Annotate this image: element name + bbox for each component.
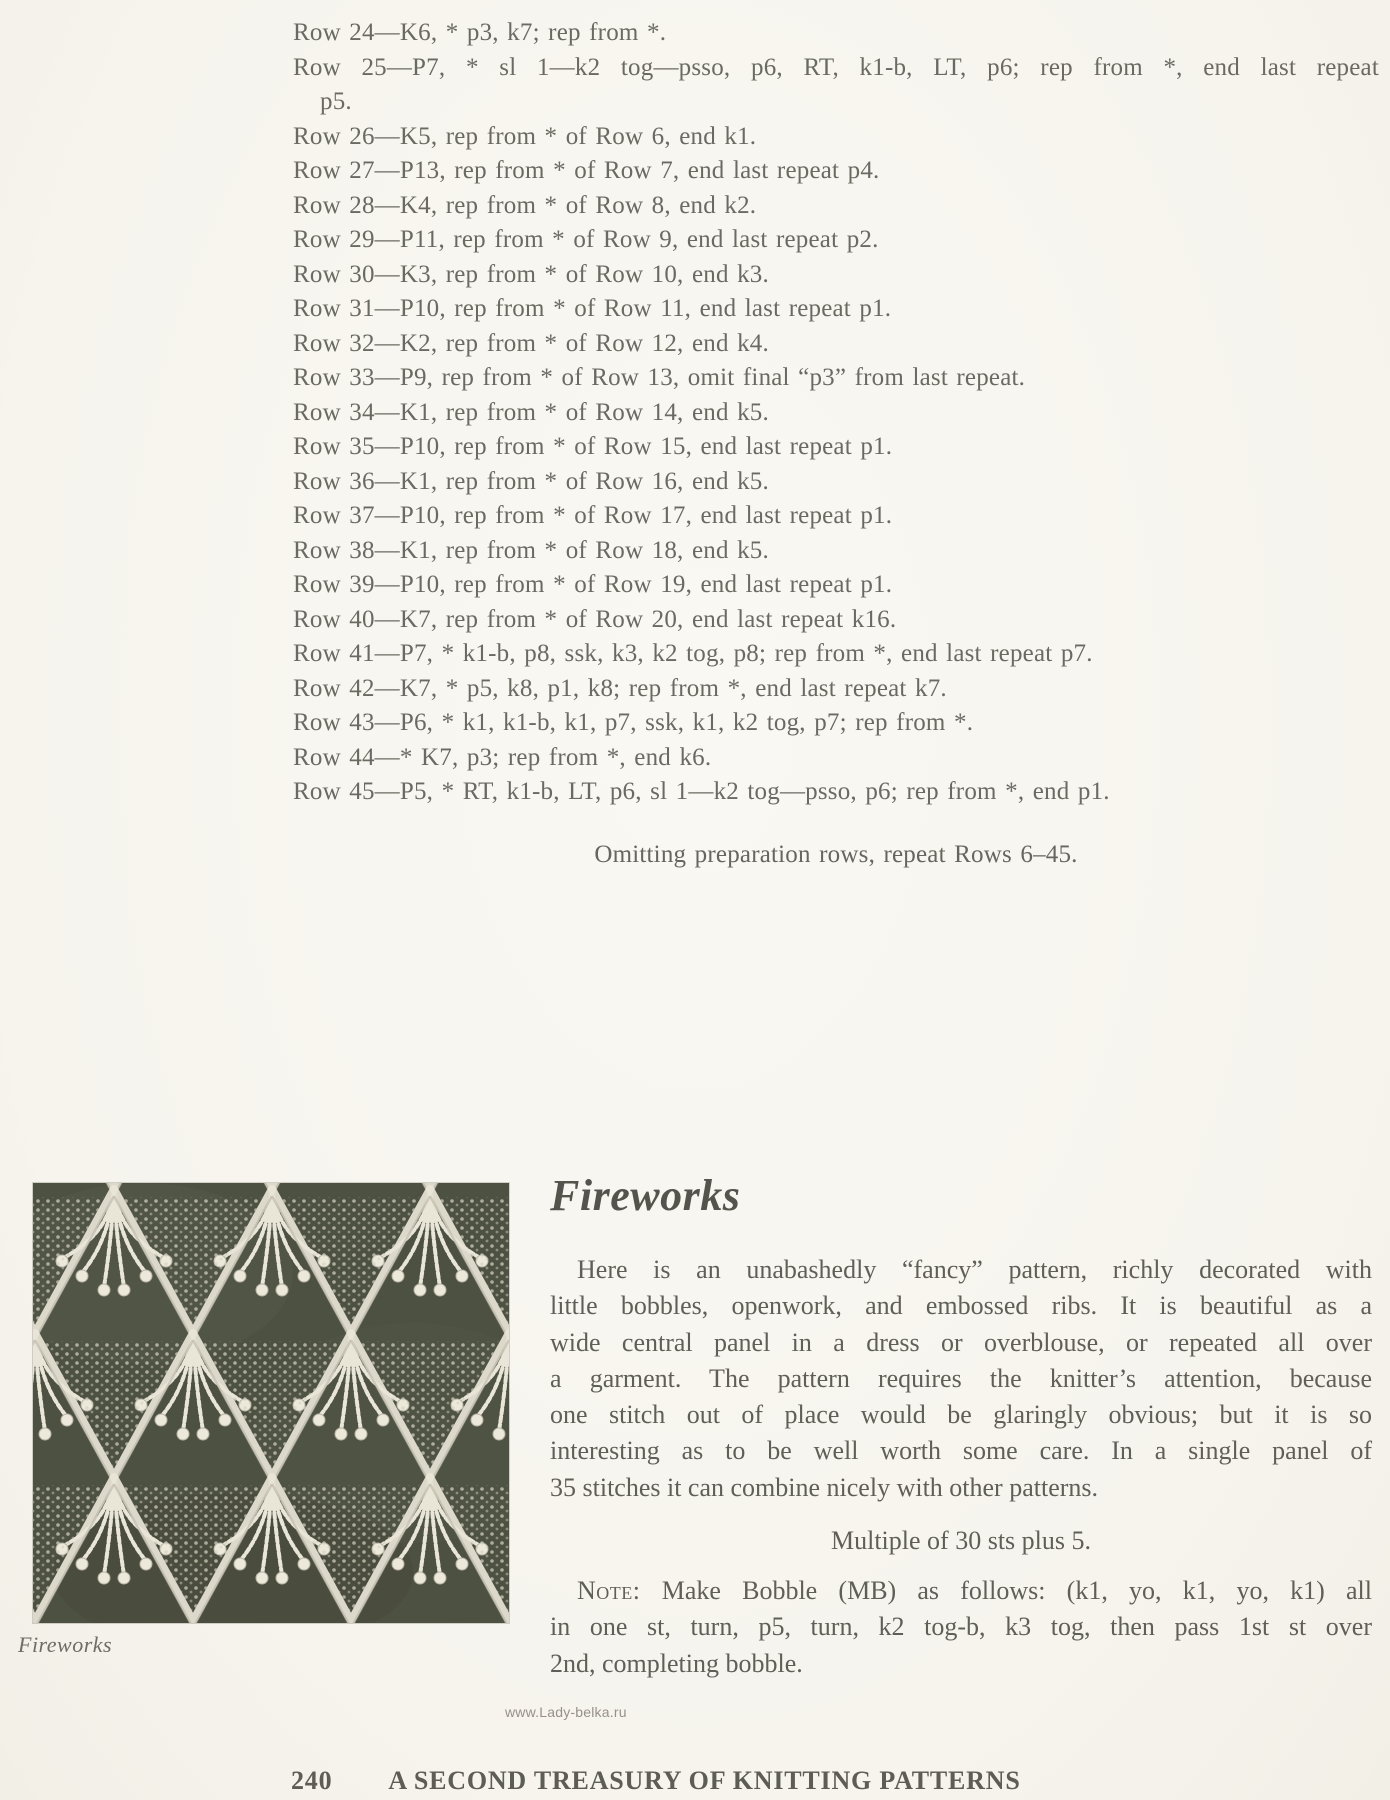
book-title: A SECOND TREASURY OF KNITTING PATTERNS [388,1766,1021,1795]
pattern-row-line: p5. [320,88,352,115]
note-line: in one st, turn, p5, turn, k2 tog-b, k3 tog, then pass 1st st over [550,1612,1372,1642]
paragraph-line: 35 stitches it can combine nicely with other patterns. [550,1472,1099,1502]
bobble-note [550,1573,1372,1682]
paragraph-line: interesting as to be well worth some care. In a single panel of [550,1436,1372,1466]
pattern-row-line: Row 26—K5, rep from * of Row 6, end k1. [293,122,757,150]
pattern-row-line: Row 28—K4, rep from * of Row 8, end k2. [293,191,757,219]
pattern-row-line: Row 45—P5, * RT, k1-b, LT, p6, sl 1—k2 tog—psso, p6; rep from *, end p1. [293,778,1110,805]
site-watermark: www.Lady-belka.ru [505,1704,627,1720]
pattern-row-line: Row 29—P11, rep from * of Row 9, end last repeat p2. [293,226,879,253]
pattern-row-line: Row 39—P10, rep from * of Row 19, end last repeat p1. [293,571,893,598]
pattern-instructions [293,16,1379,872]
pattern-row-line: Row 33—P9, rep from * of Row 13, omit final “p3” from last repeat. [293,364,1026,391]
paragraph-line: little bobbles, openwork, and embossed ribs. It is beautiful as a [550,1291,1372,1321]
pattern-row-line: Row 37—P10, rep from * of Row 17, end last repeat p1. [293,502,893,529]
pattern-row-line: Row 34—K1, rep from * of Row 14, end k5. [293,398,769,426]
paragraph-line: Here is an unabashedly “fancy” pattern, richly decorated with [577,1255,1372,1284]
fireworks-swatch-photo [33,1183,509,1623]
section-heading: Fireworks [550,1171,741,1220]
stitch-multiple-line: Multiple of 30 sts plus 5. [830,1526,1091,1556]
pattern-row-line: Row 31—P10, rep from * of Row 11, end last repeat p1. [293,295,892,322]
pattern-row-line: Row 32—K2, rep from * of Row 12, end k4. [293,329,769,357]
paragraph-line: a garment. The pattern requires the knitter’s attention, because [550,1363,1372,1393]
note-line-text: Make Bobble (MB) as follows: (k1, yo, k1, yo, k1) all [661,1576,1372,1606]
pattern-row-line: Row 36—K1, rep from * of Row 16, end k5. [293,467,769,495]
fireworks-section [550,1172,1372,1682]
page-footer [291,1766,1291,1796]
pattern-row-line: Row 43—P6, * k1, k1-b, k1, p7, ssk, k1, k2 tog, p7; rep from *. [293,709,974,736]
pattern-row-line: Row 44—* K7, p3; rep from *, end k6. [293,743,712,771]
pattern-row-line: Row 27—P13, rep from * of Row 7, end last repeat p4. [293,157,880,184]
paragraph-line: one stitch out of place would be glaringly obvious; but it is so [550,1400,1372,1430]
section-intro-paragraph [550,1252,1372,1506]
pattern-row-list [293,16,1379,810]
pattern-row-line: Row 35—P10, rep from * of Row 15, end last repeat p1. [293,433,893,460]
paragraph-line: wide central panel in a dress or overblouse, or repeated all over [550,1327,1372,1357]
note-line [550,1573,1372,1609]
pattern-row-line: Row 42—K7, * p5, k8, p1, k8; rep from *, end last repeat k7. [293,674,947,702]
pattern-row-line: Row 40—K7, rep from * of Row 20, end last repeat k16. [293,605,897,633]
page-number: 240 [291,1766,333,1795]
pattern-row-line: Row 30—K3, rep from * of Row 10, end k3. [293,260,769,288]
note-label: Note: [577,1576,641,1606]
pattern-row-line: Row 24—K6, * p3, k7; rep from *. [293,19,667,46]
pattern-row-line: Row 38—K1, rep from * of Row 18, end k5. [293,536,769,564]
knit-swatch-illustration [33,1183,509,1623]
photo-caption: Fireworks [18,1632,113,1657]
pattern-row-line: Row 25—P7, * sl 1—k2 tog—psso, p6, RT, k1-b, LT, p6; rep from *, end last repeat [293,53,1379,81]
closing-note: Omitting preparation rows, repeat Rows 6–45. [594,840,1078,868]
note-line: 2nd, completing bobble. [550,1648,803,1678]
pattern-row-line: Row 41—P7, * k1-b, p8, ssk, k3, k2 tog, p8; rep from *, end last repeat p7. [293,640,1093,667]
